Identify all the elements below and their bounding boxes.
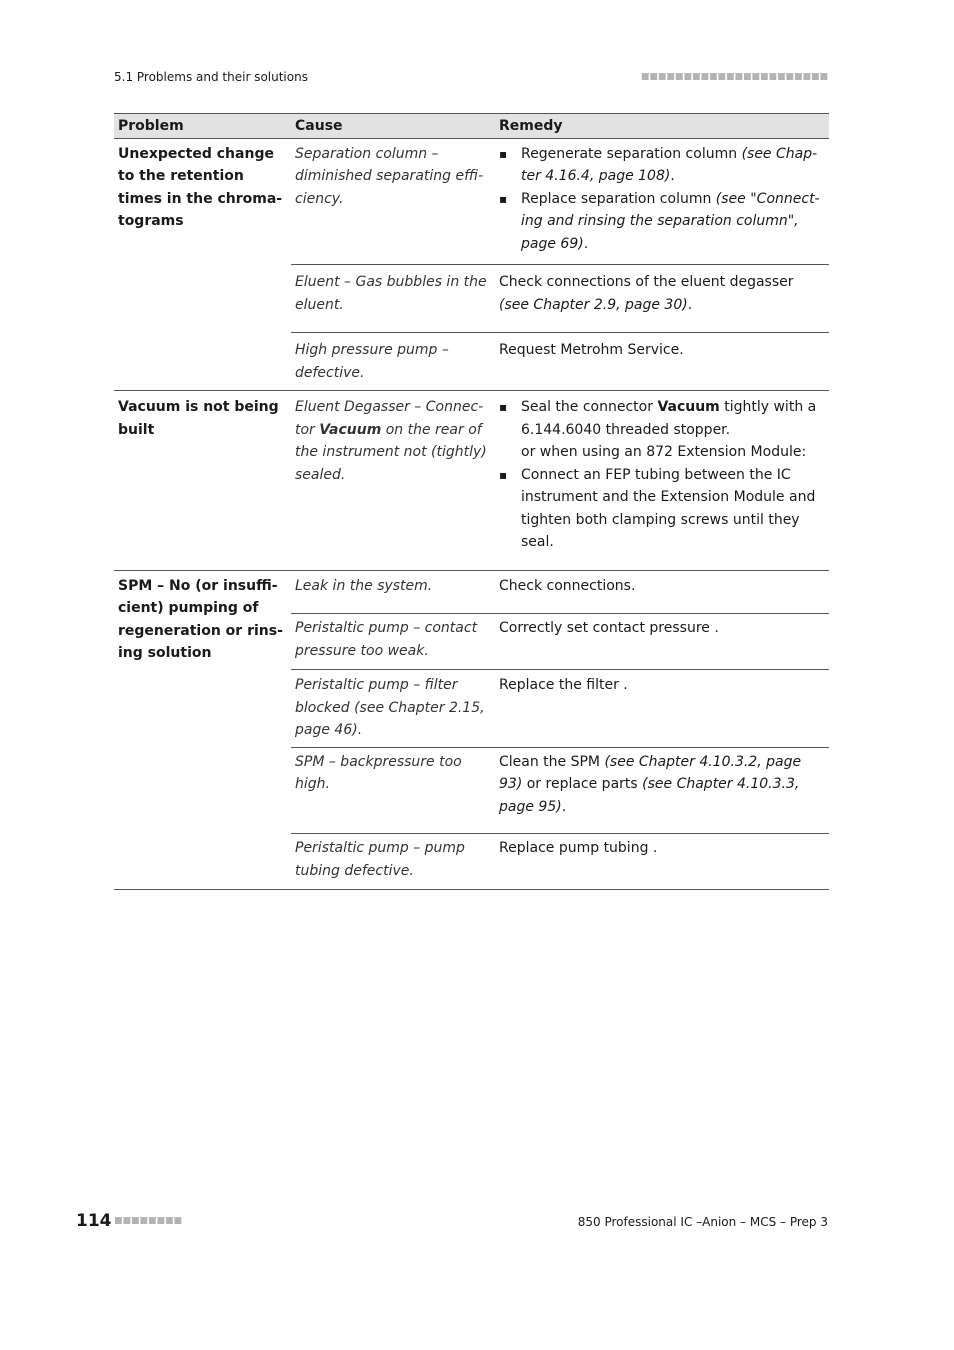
cause-cell: Separation column – diminished separating effi-ciency. (291, 138, 495, 265)
remedy-cell: Check connections of the eluent degasser (see Chapter 2.9, page 30). (495, 265, 829, 333)
problem-cell: Unexpected change to the retention times in the chroma-tograms (114, 138, 291, 391)
cause-cell: Peristaltic pump – contact pressure too weak. (291, 614, 495, 670)
remedy-cell: Request Metrohm Service. (495, 333, 829, 391)
column-header-remedy: Remedy (495, 114, 829, 139)
table-row (114, 570, 829, 614)
cause-cell: Peristaltic pump – pump tubing defective. (291, 834, 495, 890)
header-decoration: ■■■■■■■■■■■■■■■■■■■■■■ (640, 72, 828, 82)
document-title: 850 Professional IC –Anion – MCS – Prep 3 (577, 1215, 828, 1229)
cause-cell: Eluent Degasser – Connec-tor Vacuum on the rear of the instrument not (tightly) sealed. (291, 391, 495, 571)
table-row (114, 138, 829, 265)
remedy-cell: Correctly set contact pressure . (495, 614, 829, 670)
remedy-cell (495, 391, 829, 571)
remedy-cell: Clean the SPM (see Chapter 4.10.3.2, page 93) or replace parts (see Chapter 4.10.3.3, page 95). (495, 747, 829, 834)
remedy-cell (495, 138, 829, 265)
troubleshooting-table (114, 113, 829, 890)
cause-cell: Eluent – Gas bubbles in the eluent. (291, 265, 495, 333)
remedy-cell: Replace pump tubing . (495, 834, 829, 890)
table-row (114, 391, 829, 571)
column-header-cause: Cause (291, 114, 495, 139)
table-header-row (114, 114, 829, 139)
cause-cell: SPM – backpressure too high. (291, 747, 495, 834)
remedy-cell: Check connections. (495, 570, 829, 614)
column-header-problem: Problem (114, 114, 291, 139)
problem-cell: SPM – No (or insuffi-cient) pumping of regeneration or rins-ing solution (114, 570, 291, 890)
problem-cell: Vacuum is not being built (114, 391, 291, 571)
remedy-bullet: ▪ Seal the connector Vacuum tightly with a 6.144.6040 threaded stopper. (499, 396, 825, 441)
remedy-bullet: ▪ Connect an FEP tubing between the IC instrument and the Extension Module and tighten both clamping screws until they seal. (499, 464, 825, 554)
cause-cell: Leak in the system. (291, 570, 495, 614)
cause-cell: Peristaltic pump – filter blocked (see Chapter 2.15, page 46). (291, 670, 495, 748)
footer-decoration: ■■■■■■■■ (114, 1216, 183, 1226)
remedy-continuation: or when using an 872 Extension Module: (521, 444, 807, 460)
section-header: 5.1 Problems and their solutions (114, 70, 308, 84)
remedy-bullet: ▪ Replace separation column (see "Connect-ing and rinsing the separation column", page 69). (499, 188, 825, 256)
cause-cell: High pressure pump – defective. (291, 333, 495, 391)
page-number: 114 (76, 1211, 112, 1231)
remedy-cell: Replace the filter . (495, 670, 829, 748)
remedy-bullet: ▪ Regenerate separation column (see Chap-ter 4.16.4, page 108). (499, 143, 825, 188)
